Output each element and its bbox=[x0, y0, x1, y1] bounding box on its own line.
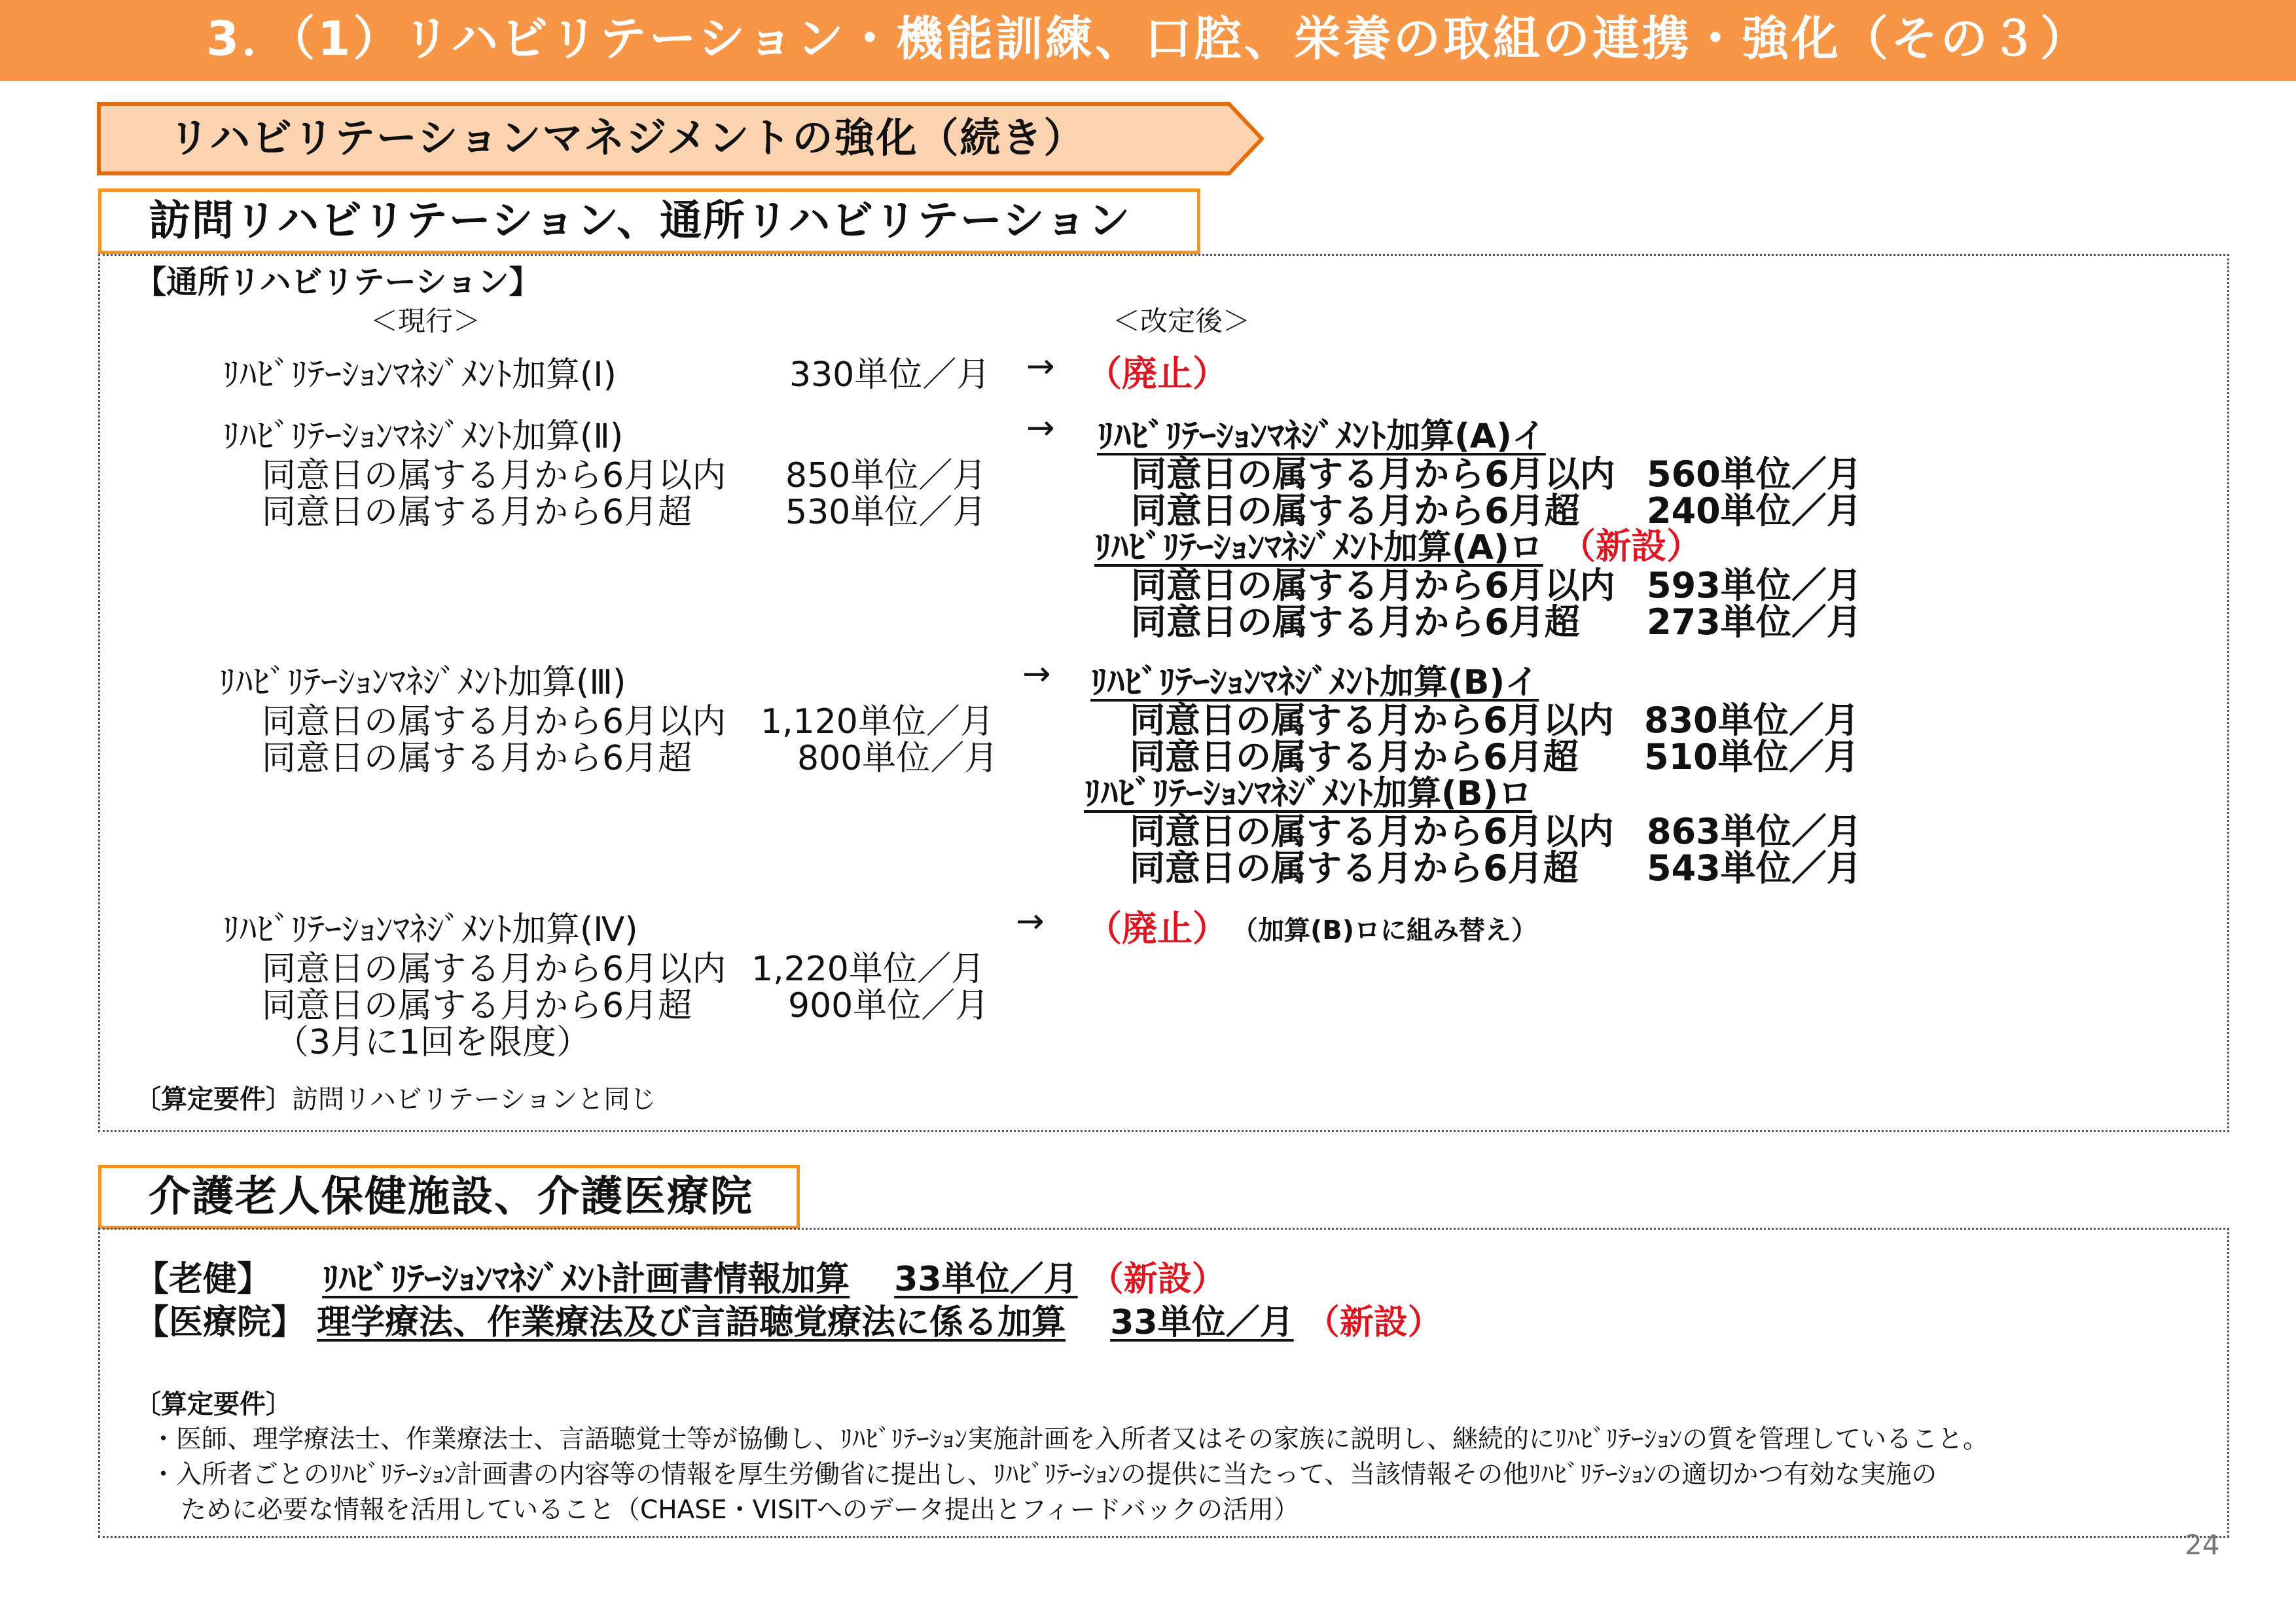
row4-note: （加算(B)ロに組み替え） bbox=[1232, 916, 1538, 946]
newB-i-line2: 同意日の属する月から6月超 bbox=[1130, 736, 1579, 777]
row2-val2: 530単位／月 bbox=[785, 493, 987, 532]
newA-ro-new-tag: （新設） bbox=[1560, 526, 1702, 567]
row4-arrow: → bbox=[1016, 902, 1045, 941]
newA-i-val2: 240単位／月 bbox=[1647, 490, 1862, 531]
newA-ro-val1: 593単位／月 bbox=[1647, 565, 1862, 606]
row4-abolished: （廃止） bbox=[1086, 908, 1228, 949]
roken-value: 33単位／月 bbox=[894, 1260, 1078, 1299]
section2-req2a: ・入所者ごとのﾘﾊﾋﾞﾘﾃｰｼｮﾝ計画書の内容等の情報を厚生労働省に提出し、ﾘﾊﾋﾞﾘﾃｰｼｮﾝの提供に当たって、当該情報その他ﾘﾊﾋﾞﾘﾃｰｼｮﾝの適切かつ有効な実施の bbox=[151, 1460, 1937, 1489]
newB-i-val2: 510単位／月 bbox=[1644, 736, 1859, 777]
newA-i-val1: 560単位／月 bbox=[1647, 454, 1862, 495]
newA-ro-line1: 同意日の属する月から6月以内 bbox=[1131, 565, 1615, 606]
row2-line1: 同意日の属する月から6月以内 bbox=[262, 456, 726, 495]
iryoin-line bbox=[135, 1294, 1442, 1344]
section1-heading bbox=[98, 188, 1200, 254]
newA-ro-line2: 同意日の属する月から6月超 bbox=[1131, 601, 1580, 643]
roken-new-tag: （新設） bbox=[1089, 1260, 1226, 1299]
row3-label: ﾘﾊﾋﾞﾘﾃｰｼｮﾝﾏﾈｼﾞﾒﾝﾄ加算(Ⅲ) bbox=[219, 663, 626, 702]
newA-ro-val2: 273単位／月 bbox=[1647, 601, 1862, 643]
page-number: 24 bbox=[2185, 1529, 2220, 1561]
iryoin-text: 理学療法、作業療法及び言語聴覚療法に係る加算 bbox=[317, 1303, 1066, 1342]
requirement-label: 〔算定要件〕 bbox=[135, 1084, 292, 1115]
newB-ro-line2: 同意日の属する月から6月超 bbox=[1130, 847, 1579, 889]
section2-req-label: 〔算定要件〕 bbox=[135, 1389, 292, 1419]
iryoin-value: 33単位／月 bbox=[1110, 1303, 1294, 1342]
row4-line2: 同意日の属する月から6月超 bbox=[262, 986, 692, 1026]
row3-line1: 同意日の属する月から6月以内 bbox=[262, 702, 726, 741]
newA-i-label: ﾘﾊﾋﾞﾘﾃｰｼｮﾝﾏﾈｼﾞﾒﾝﾄ加算(A)イ bbox=[1097, 417, 1546, 456]
requirement-text: 訪問リハビリテーションと同じ bbox=[292, 1084, 656, 1115]
roken-line bbox=[135, 1251, 1226, 1300]
row3-line2: 同意日の属する月から6月超 bbox=[262, 739, 692, 778]
section2-req1: ・医師、理学療法士、作業療法士、言語聴覚士等が協働し、ﾘﾊﾋﾞﾘﾃｰｼｮﾝ実施計画を入所者又はその家族に説明し、継続的にﾘﾊﾋﾞﾘﾃｰｼｮﾝの質を管理していること。 bbox=[151, 1425, 1989, 1454]
row3-val2: 800単位／月 bbox=[797, 739, 999, 778]
newA-i-line1: 同意日の属する月から6月以内 bbox=[1131, 454, 1615, 495]
box-title: 【通所リハビリテーション】 bbox=[135, 264, 541, 300]
iryoin-tag: 【医療院】 bbox=[135, 1303, 306, 1342]
section2-req2b: ために必要な情報を活用していること（CHASE・VISITへのデータ提出とフィードバックの活用） bbox=[181, 1495, 1299, 1525]
row1-arrow: → bbox=[1026, 347, 1055, 386]
section1-requirement bbox=[135, 1079, 656, 1116]
section1-heading-text: 訪問リハビリテーション、通所リハビリテーション bbox=[149, 197, 1132, 245]
column-current-label: ＜現行＞ bbox=[370, 305, 481, 337]
newB-ro-val1: 863単位／月 bbox=[1647, 811, 1862, 852]
row4-val2: 900単位／月 bbox=[788, 986, 990, 1026]
iryoin-new-tag: （新設） bbox=[1305, 1303, 1442, 1342]
page-title: 3．（1）リハビリテーション・機能訓練、口腔、栄養の取組の連携・強化（その３） bbox=[206, 11, 2090, 66]
newB-ro-label: ﾘﾊﾋﾞﾘﾃｰｼｮﾝﾏﾈｼﾞﾒﾝﾄ加算(B)ロ bbox=[1084, 774, 1533, 813]
row4-val1: 1,220単位／月 bbox=[751, 950, 985, 989]
section2-heading-text: 介護老人保健施設、介護医療院 bbox=[149, 1173, 753, 1221]
row1-value: 330単位／月 bbox=[789, 355, 991, 395]
roken-text: ﾘﾊﾋﾞﾘﾃｰｼｮﾝﾏﾈｼﾞﾒﾝﾄ計画書情報加算 bbox=[322, 1260, 850, 1299]
row2-line2: 同意日の属する月から6月超 bbox=[262, 493, 692, 532]
newA-i-line2: 同意日の属する月から6月超 bbox=[1131, 490, 1580, 531]
row4-label: ﾘﾊﾋﾞﾘﾃｰｼｮﾝﾏﾈｼﾞﾒﾝﾄ加算(Ⅳ) bbox=[223, 910, 638, 950]
row1-label: ﾘﾊﾋﾞﾘﾃｰｼｮﾝﾏﾈｼﾞﾒﾝﾄ加算(Ⅰ) bbox=[223, 355, 617, 395]
newA-ro-label: ﾘﾊﾋﾞﾘﾃｰｼｮﾝﾏﾈｼﾞﾒﾝﾄ加算(A)ロ bbox=[1094, 528, 1543, 567]
newB-ro-line1: 同意日の属する月から6月以内 bbox=[1130, 811, 1614, 852]
roken-tag: 【老健】 bbox=[135, 1260, 272, 1299]
column-revised-label: ＜改定後＞ bbox=[1113, 305, 1251, 337]
section2-heading bbox=[98, 1165, 800, 1229]
section-banner bbox=[97, 102, 1265, 175]
row3-val1: 1,120単位／月 bbox=[761, 702, 994, 741]
row1-abolished: （廃止） bbox=[1086, 353, 1228, 394]
row4-line1: 同意日の属する月から6月以内 bbox=[262, 950, 726, 989]
row2-label: ﾘﾊﾋﾞﾘﾃｰｼｮﾝﾏﾈｼﾞﾒﾝﾄ加算(Ⅱ) bbox=[223, 417, 624, 456]
row2-arrow: → bbox=[1026, 408, 1055, 448]
newB-ro-val2: 543単位／月 bbox=[1647, 847, 1862, 889]
row4-limit: （3月に1回を限度） bbox=[275, 1023, 591, 1062]
banner-text: リハビリテーションマネジメントの強化（続き） bbox=[169, 114, 1086, 162]
newB-i-label: ﾘﾊﾋﾞﾘﾃｰｼｮﾝﾏﾈｼﾞﾒﾝﾄ加算(B)イ bbox=[1090, 663, 1539, 702]
row3-arrow: → bbox=[1022, 654, 1051, 694]
newB-i-line1: 同意日の属する月から6月以内 bbox=[1130, 700, 1614, 741]
row2-val1: 850単位／月 bbox=[785, 456, 987, 495]
newB-i-val1: 830単位／月 bbox=[1644, 700, 1859, 741]
